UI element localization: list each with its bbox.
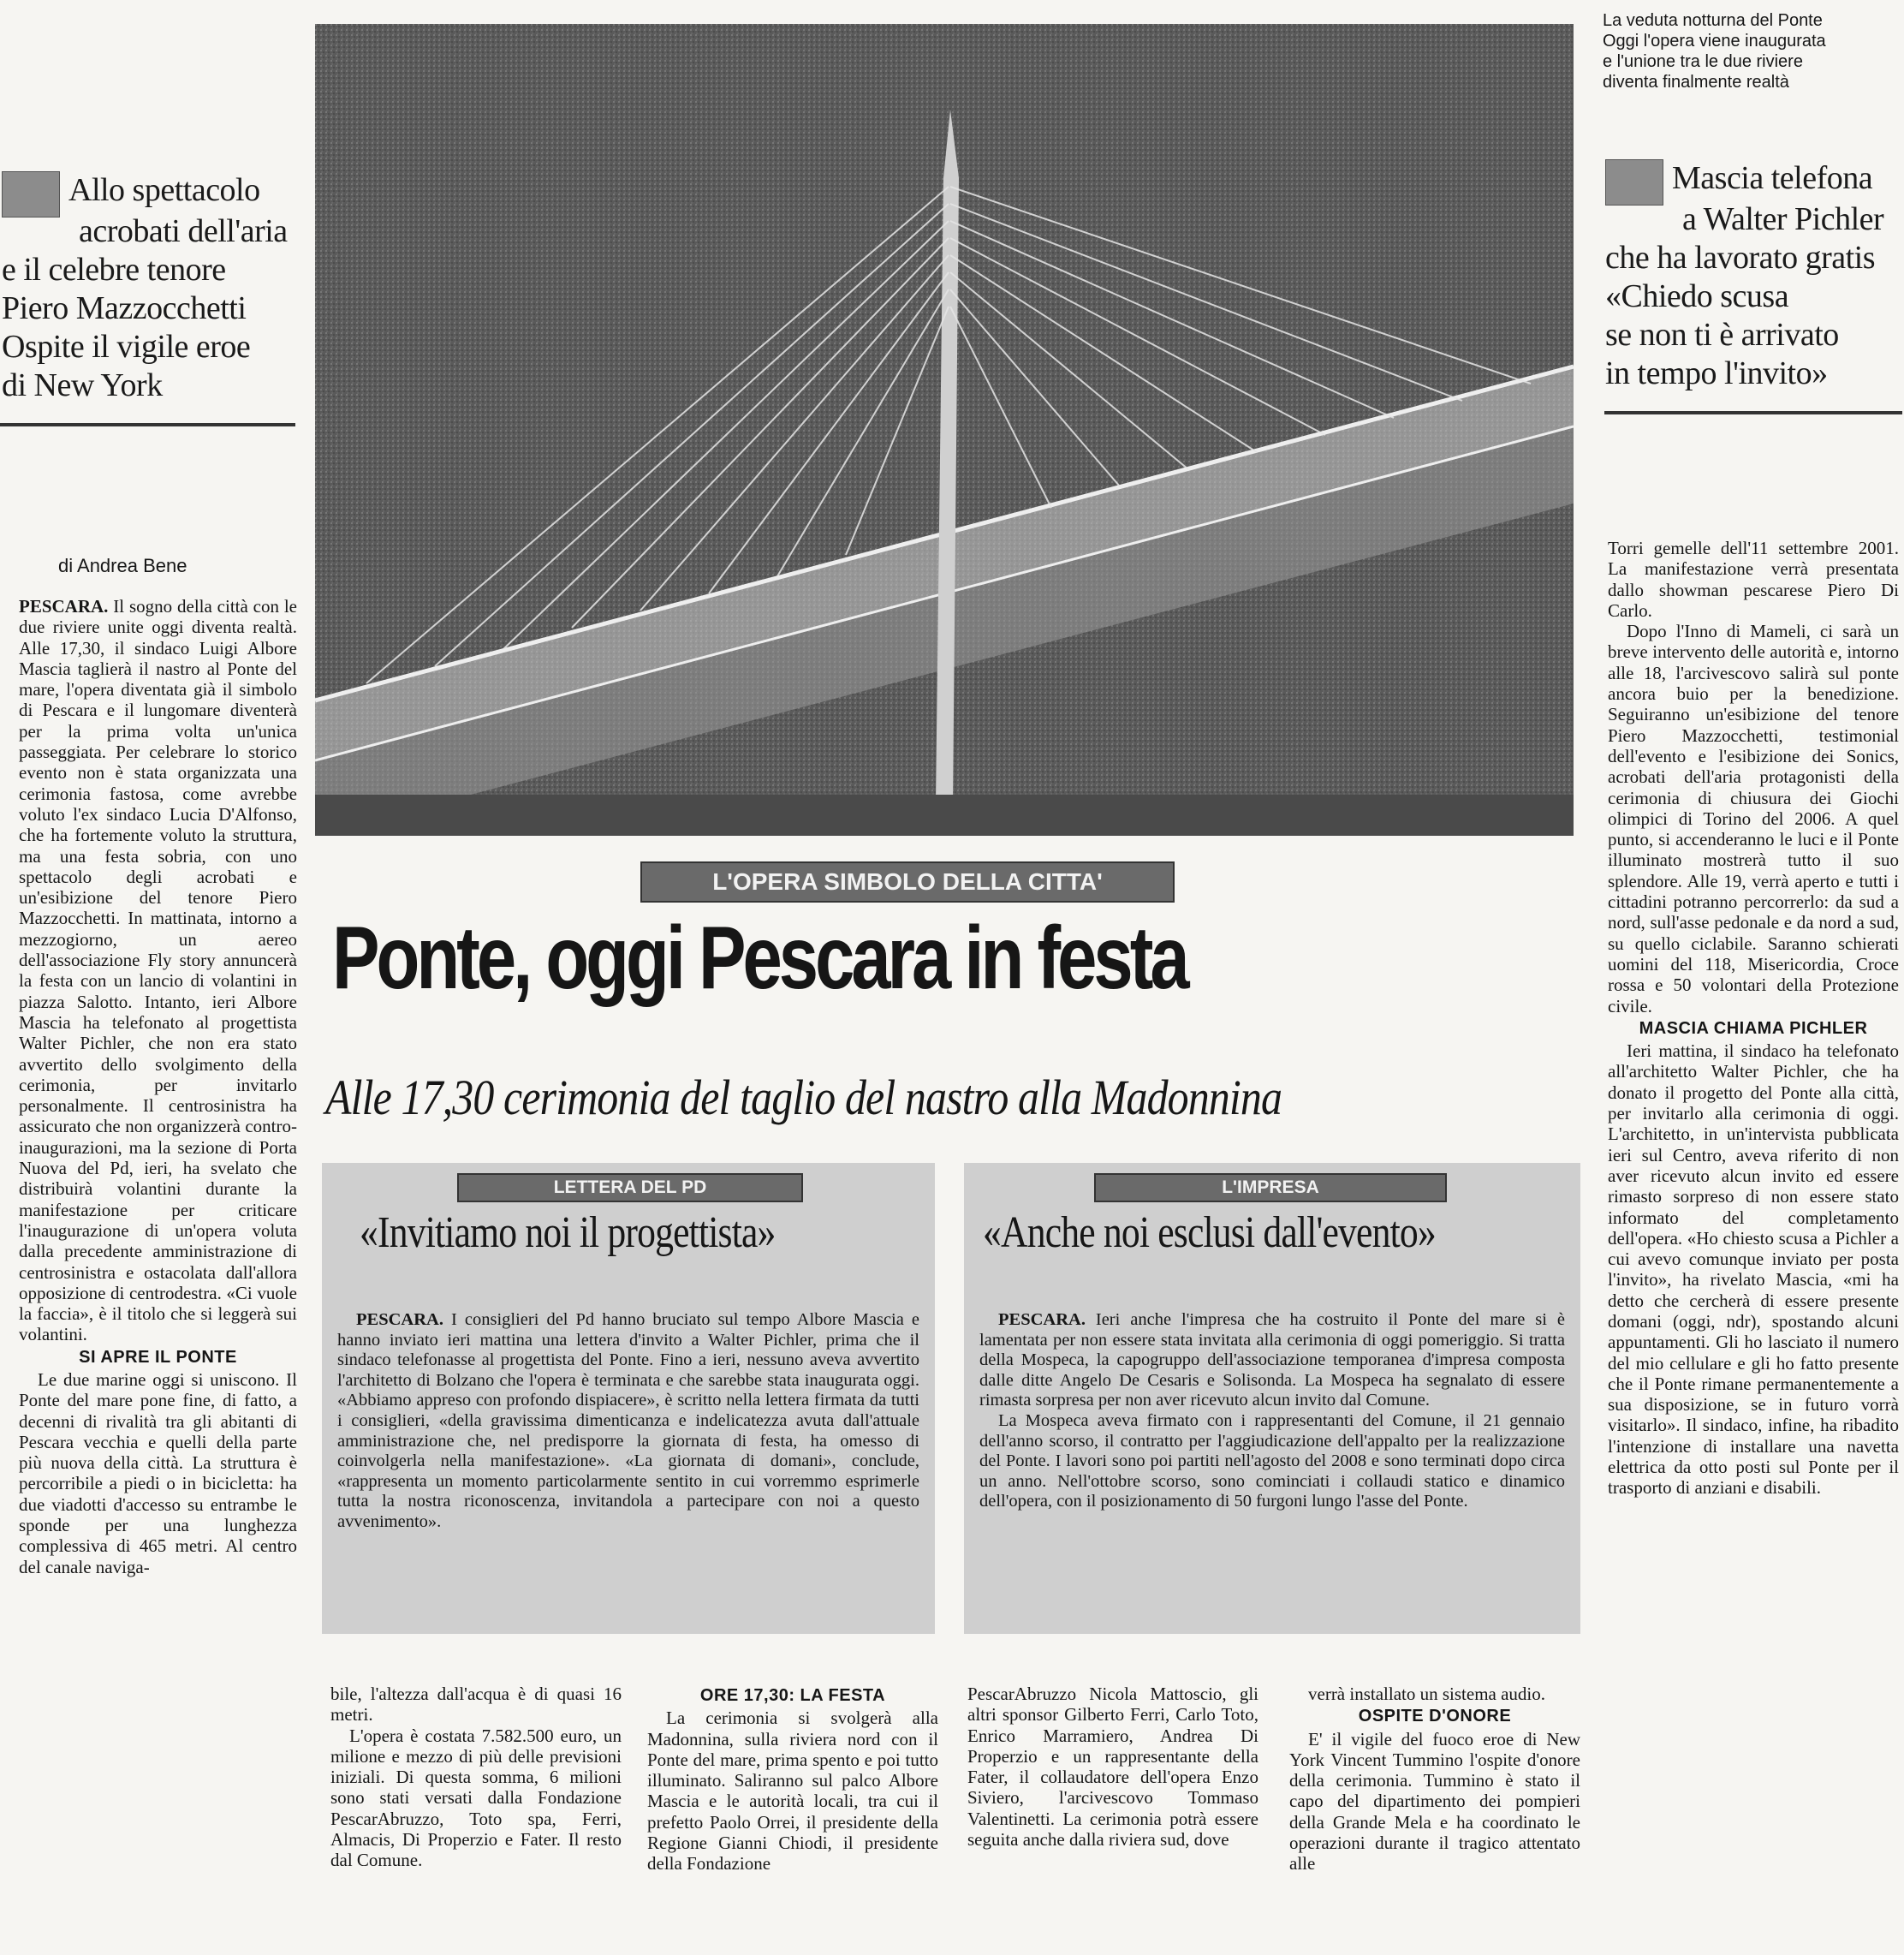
subhead: SI APRE IL PONTE (79, 1347, 237, 1367)
article-text: Le due marine oggi si uniscono. Il Ponte del mare pone fine, di fatto, a decenni di rivalità tra gli abitanti di Pescara vecchia e quelli della parte più nuova della città. La struttura è percorribile a piedi o in bicicletta: ha due viadotti d'accesso su entrambe le sponde per una lunghezza complessiva di 465 metri. Al centro del canale naviga- (19, 1368, 297, 1577)
pullquote-line: Mascia telefona (1672, 160, 1873, 196)
caption-line: La veduta notturna del Ponte (1603, 11, 1823, 30)
pullquote-line: di New York (2, 367, 163, 403)
subhead: ORE 17,30: LA FESTA (699, 1686, 886, 1705)
subhead: MASCIA CHIAMA PICHLER (1639, 1018, 1868, 1038)
pullquote-left (2, 171, 301, 405)
pullquote-right (1605, 159, 1901, 393)
sidebar-box-pd (322, 1163, 935, 1634)
box-title: «Invitiamo noi il progettista» (360, 1208, 776, 1257)
article-text: L'opera è costata 7.582.500 euro, un milione e mezzo di più delle previsioni iniziali. Di questa somma, 6 milioni sono stati versati dalla Fondazione PescarAbruzzo, Toto spa, Ferri, Almacis, Di Properzio e Fater. Il resto dal Comune. (330, 1725, 622, 1871)
pullquote-marker (1605, 159, 1663, 206)
kicker-label: L'OPERA SIMBOLO DELLA CITTA' (640, 861, 1175, 903)
photo-caption (1603, 10, 1894, 92)
pullquote-line: Allo spettacolo (68, 172, 260, 208)
bottom-column-3 (967, 1684, 1258, 1955)
pullquote-marker (2, 171, 60, 218)
pullquote-line: «Chiedo scusa (1605, 278, 1789, 314)
article-text: E' il vigile del fuoco eroe di New York Vincent Tummino l'ospite d'onore della cerimonia. Tummino è stato il capo del dipartimento dei pompieri della Grande Mela e ha coordinato le operazioni durante il tragico attentato alle (1289, 1728, 1580, 1875)
bottom-column-4 (1289, 1684, 1580, 1955)
pullquote-line: Piero Mazzocchetti (2, 290, 247, 326)
article-text: Torri gemelle dell'11 settembre 2001. La manifestazione verrà presentata dallo showman pescarese Piero Di Carlo. (1608, 538, 1899, 621)
box-label: L'IMPRESA (1094, 1173, 1447, 1202)
divider (0, 423, 295, 426)
subhead: OSPITE D'ONORE (1358, 1707, 1512, 1726)
pullquote-line: che ha lavorato gratis (1605, 240, 1876, 276)
divider (1604, 411, 1902, 414)
right-column (1608, 538, 1899, 1955)
dateline: PESCARA. (356, 1310, 443, 1329)
left-column (19, 596, 297, 1955)
article-text: Dopo l'Inno di Mameli, ci sarà un breve intervento delle autorità e, intorno alle 18, l'arcivescovo salirà sul ponte ancora buio per la benedizione. Seguiranno un'esibizione del tenore Piero Mazzocchetti, testimonial dell'evento e l'esibizione dei Sonics, acrobati dell'aria protagonisti della cerimonia di chiusura dei Giochi olimpici di Torino del 2006. A quel punto, si accenderanno le luci e il Ponte illuminato mostrerà tutto il suo splendore. Alle 19, verrà aperto e tutti i cittadini potranno percorrerlo: da sud a nord, sull'asse pedonale e da nord a sud, su quello ciclabile. Saranno schierati uomini del 118, Misericordia, Croce rossa e 50 volontari della Protezione civile. (1608, 621, 1899, 1016)
pullquote-line: se non ti è arrivato (1605, 317, 1839, 353)
headline-wrap (332, 908, 1582, 1036)
bottom-column-2 (647, 1684, 938, 1955)
caption-line: Oggi l'opera viene inaugurata (1603, 32, 1826, 51)
article-text: bile, l'altezza dall'acqua è di quasi 16 metri. (330, 1684, 622, 1726)
pullquote-line: e il celebre tenore (2, 252, 226, 288)
caption-line: e l'unione tra le due riviere (1603, 52, 1803, 71)
box-title-wrap (983, 1207, 1565, 1267)
article-text: Ieri anche l'impresa che ha costruito il Ponte del mare si è lamentata per non essere stata invitata alla cerimonia di oggi pomeriggio. Si tratta della Mospeca, la capogruppo dell'associazione temporanea d'impresa composta dalle ditte Angelo De Cesaris e Solisonda. La Mospeca ha segnalato di essere rimasta sorpresa per non aver ricevuto alcun invito dal Comune. (979, 1310, 1565, 1410)
headline: Ponte, oggi Pescara in festa (332, 909, 1187, 1008)
deck: Alle 17,30 cerimonia del taglio del nastro alla Madonnina (325, 1070, 1282, 1125)
article-text: PescarAbruzzo Nicola Mattoscio, gli altri sponsor Gilberto Ferri, Carlo Toto, Enrico Marramiero, Andrea Di Properzio e un rappresentante della Fater, il collaudatore dell'opera Enzo Siviero, l'arcivescovo Tommaso Valentinetti. La cerimonia potrà essere seguita anche dalla riviera sud, dove (967, 1684, 1258, 1851)
box-label: LETTERA DEL PD (457, 1173, 803, 1202)
bridge-night-photo (315, 24, 1574, 836)
article-text: Ieri mattina, il sindaco ha telefonato all'architetto Walter Pichler, che ha donato il progetto del Ponte alla città, per invitarlo alla cerimonia di oggi. L'architetto, in un'intervista pubblicata ieri sul Centro, aveva riferito di non aver ricevuto alcun invito ed essere rimasto sorpreso di non essere stato informato del completamento dell'opera. «Ho chiesto scusa a Pichler a cui avevo comunque inviato per posta l'invito», ha rivelato Mascia, «mi ha detto che cercherà di essere presente domani (oggi, ndr), spostando alcuni appuntamenti. Gli ho lasciato il numero del mio cellulare e gli ho fatto presente che il Ponte rimane permanentemente a sua disposizione, se in futuro vorrà visitarlo». Il sindaco, infine, ha ribadito l'intenzione di installare una navetta elettrica da otto posti sul Ponte per il trasporto di anziani e disabili. (1608, 1040, 1899, 1499)
sidebar-box-impresa (964, 1163, 1580, 1634)
dateline: PESCARA. (19, 596, 109, 617)
bottom-column-1 (330, 1684, 622, 1955)
pullquote-line: a Walter Pichler (1682, 201, 1884, 237)
caption-line: diventa finalmente realtà (1603, 73, 1789, 92)
box-text (979, 1310, 1565, 1512)
dateline: PESCARA. (998, 1310, 1086, 1329)
article-text: verrà installato un sistema audio. (1308, 1684, 1546, 1704)
box-title: «Anche noi esclusi dall'evento» (983, 1208, 1436, 1257)
byline: di Andrea Bene (58, 555, 187, 576)
pullquote-line: acrobati dell'aria (79, 213, 288, 249)
article-text: La Mospeca aveva firmato con i rappresentanti del Comune, il 21 gennaio dell'anno scorso, il contratto per l'aggiudicazione dell'appalto per la realizzazione del Ponte. I lavori sono poi partiti nell'agosto del 2008 e sono terminati dopo circa un anno. Nell'ottobre scorso, sono cominciati i collaudi statico e dinamico dell'opera, con il posizionamento di 50 furgoni lungo l'asse del Ponte. (979, 1410, 1565, 1511)
box-title-wrap (360, 1207, 907, 1267)
article-text: Il sogno della città con le due riviere unite oggi diventa realtà. Alle 17,30, il sindaco Luigi Albore Mascia taglierà il nastro al Ponte del mare, l'opera diventata già il simbolo di Pescara e il lungomare diventerà per la prima volta un'unica passeggiata. Per celebrare lo storico evento non è stata organizzata una cerimonia fastosa, come avrebbe voluto l'ex sindaco Lucia D'Alfonso, che ha fortemente voluto la struttura, ma una festa sobria, con uno spettacolo degli acrobati e un'esibizione del tenore Piero Mazzocchetti. In mattinata, intorno a mezzogiorno, un aereo dell'associazione Fly story annuncerà la festa con un lancio di volantini in piazza Salotto. Intanto, ieri Albore Mascia ha telefonato al progettista Walter Pichler, che non era stato avvertito dello svolgimento della cerimonia, per invitarlo personalmente. Il centrosinistra ha assicurato che non organizzerà contro-inaugurazioni, ma la sezione di Porta Nuova del Pd, ieri, ha svelato che distribuirà volantini durante la manifestazione per criticare l'inaugurazione di un'opera voluta dalla precedente amministrazione di centrosinistra e ostacolata dall'allora opposizione di centrodestra. «Ci vuole la faccia», è il titolo che si leggerà sui volantini. (19, 596, 297, 1345)
article-text: La cerimonia si svolgerà alla Madonnina, sulla riviera nord con il Ponte del mare, prima spento e poi tutto illuminato. Saliranno sul palco Albore Mascia e le autorità locali, tra cui il prefetto Paolo Orrei, il presidente della Regione Gianni Chiodi, il presidente della Fondazione (647, 1708, 938, 1875)
pullquote-line: Ospite il vigile eroe (2, 329, 251, 365)
deck-wrap (325, 1069, 1575, 1137)
pullquote-line: in tempo l'invito» (1605, 355, 1828, 391)
box-text (337, 1310, 919, 1533)
article-text: I consiglieri del Pd hanno bruciato sul tempo Albore Mascia e hanno inviato ieri mattina una lettera d'invito a Walter Pichler, prima che il sindaco telefonasse al progettista del Ponte. Fino a ieri, nessuno aveva avvertito l'architetto di Bolzano che l'opera è terminata e che sarebbe stata inaugurata oggi. «Abbiamo appreso con profondo dispiacere», è scritto nella lettera firmata da tutti i consiglieri, «della gravissima dimenticanza e indelicatezza avuta dall'attuale amministrazione che, nel predisporre la giornata di festa, ha omesso di coinvolgerla nella manifestazione». «La giornata di domani», conclude, «rappresenta un momento particolarmente sentito in cui vorremmo esprimerle tutta la nostra riconoscenza, invitandola a partecipare con noi a questo avvenimento». (337, 1310, 919, 1531)
